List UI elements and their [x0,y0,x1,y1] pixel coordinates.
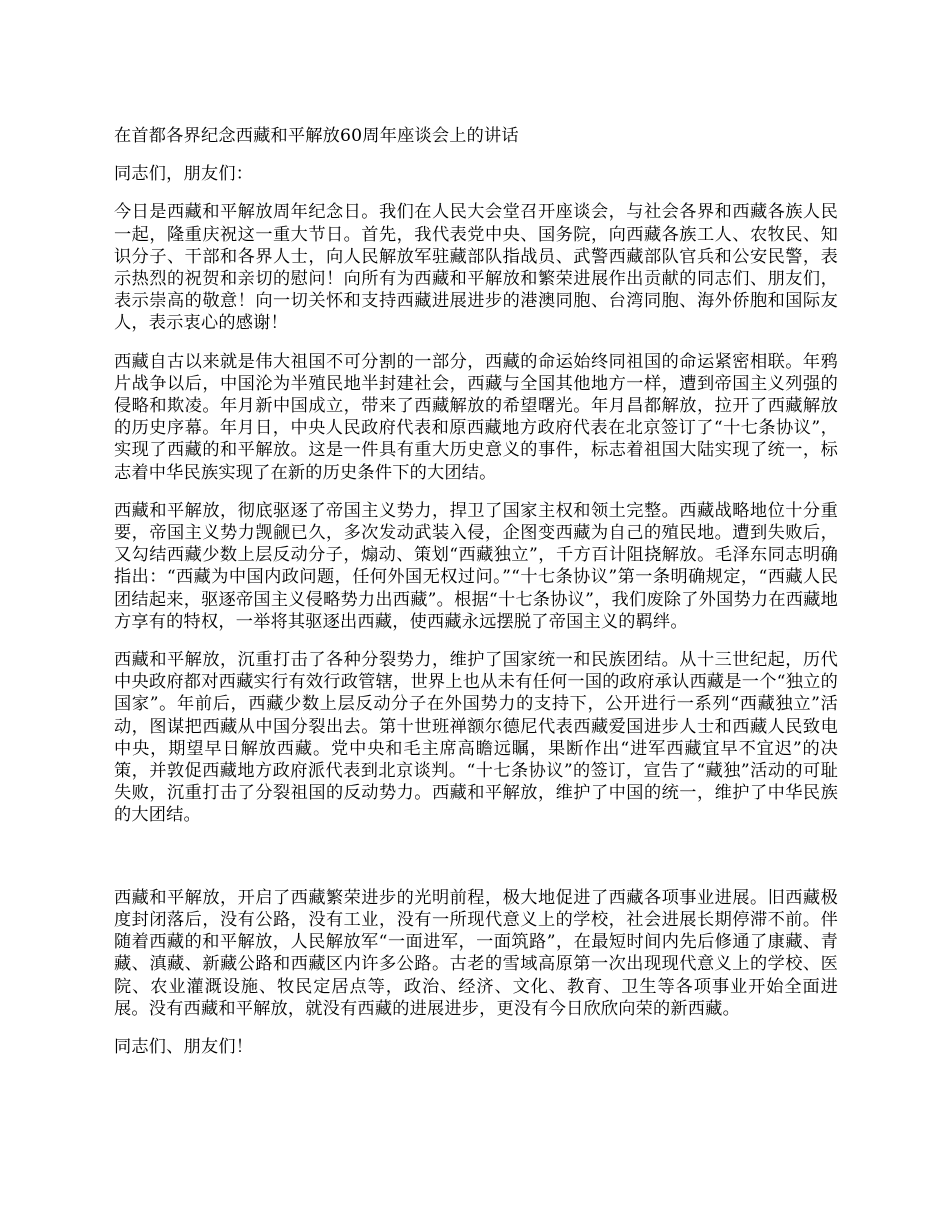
paragraph-4: 西藏和平解放，沉重打击了各种分裂势力，维护了国家统一和民族团结。从十三世纪起，历代中央政府都对西藏实行有效行政管辖，世界上也从未有任何一国的政府承认西藏是一个“独立的国家”。年前后，西藏少数上层反动分子在外国势力的支持下，公开进行一系列“西藏独立”活动，图谋把西藏从中国分裂出去。第十世班禅额尔德尼代表西藏爱国进步人士和西藏人民致电中央，期望早日解放西藏。党中央和毛主席高瞻远瞩，果断作出“进军西藏宜早不宜迟”的决策，并敦促西藏地方政府派代表到北京谈判。“十七条协议”的签订，宣告了“藏独”活动的可耻失败，沉重打击了分裂祖国的反动势力。西藏和平解放，维护了中国的统一，维护了中华民族的大团结。 [114,650,838,826]
paragraph-1: 今日是西藏和平解放周年纪念日。我们在人民大会堂召开座谈会，与社会各界和西藏各族人民一起，隆重庆祝这一重大节日。首先，我代表党中央、国务院，向西藏各族工人、农牧民、知识分子、干部和各界人士，向人民解放军驻藏部队指战员、武警西藏部队官兵和公安民警，表示热烈的祝贺和亲切的慰问！向所有为西藏和平解放和繁荣进展作出贡献的同志们、朋友们，表示崇高的敬意！向一切关怀和支持西藏进展进步的港澳同胞、台湾同胞、海外侨胞和国际友人，表示衷心的感谢！ [114,202,838,334]
closing-greeting: 同志们、朋友们！ [114,1036,254,1057]
document-title: 在首都各界纪念西藏和平解放60周年座谈会上的讲话 [114,126,519,146]
greeting: 同志们，朋友们： [114,164,254,185]
paragraph-5: 西藏和平解放，开启了西藏繁荣进步的光明前程，极大地促进了西藏各项事业进展。旧西藏极度封闭落后，没有公路，没有工业，没有一所现代意义上的学校，社会进展长期停滞不前。伴随着西藏的和平解放，人民解放军“一面进军，一面筑路”，在最短时间内先后修通了康藏、青藏、滇藏、新藏公路和西藏区内许多公路。古老的雪域高原第一次出现现代意义上的学校、医院、农业灌溉设施、牧民定居点等，政治、经济、文化、教育、卫生等各项事业开始全面进展。没有西藏和平解放，就没有西藏的进展进步，更没有今日欣欣向荣的新西藏。 [114,887,838,1019]
document-page [114,125,838,1058]
paragraph-2: 西藏自古以来就是伟大祖国不可分割的一部分，西藏的命运始终同祖国的命运紧密相联。年鸦片战争以后，中国沦为半殖民地半封建社会，西藏与全国其他地方一样，遭到帝国主义列强的侵略和欺凌。年月新中国成立，带来了西藏解放的希望曙光。年月昌都解放，拉开了西藏解放的历史序幕。年月日，中央人民政府代表和原西藏地方政府代表在北京签订了“十七条协议”，实现了西藏的和平解放。这是一件具有重大历史意义的事件，标志着祖国大陆实现了统一，标志着中华民族实现了在新的历史条件下的大团结。 [114,351,838,483]
paragraph-3: 西藏和平解放，彻底驱逐了帝国主义势力，捍卫了国家主权和领土完整。西藏战略地位十分重要，帝国主义势力觊觎已久，多次发动武装入侵，企图变西藏为自己的殖民地。遭到失败后，又勾结西藏少数上层反动分子，煽动、策划“西藏独立”，千方百计阻挠解放。毛泽东同志明确指出：“西藏为中国内政问题，任何外国无权过问。”“十七条协议”第一条明确规定，“西藏人民团结起来，驱逐帝国主义侵略势力出西藏”。根据“十七条协议”，我们废除了外国势力在西藏地方享有的特权，一举将其驱逐出西藏，使西藏永远摆脱了帝国主义的羁绊。 [114,500,838,632]
